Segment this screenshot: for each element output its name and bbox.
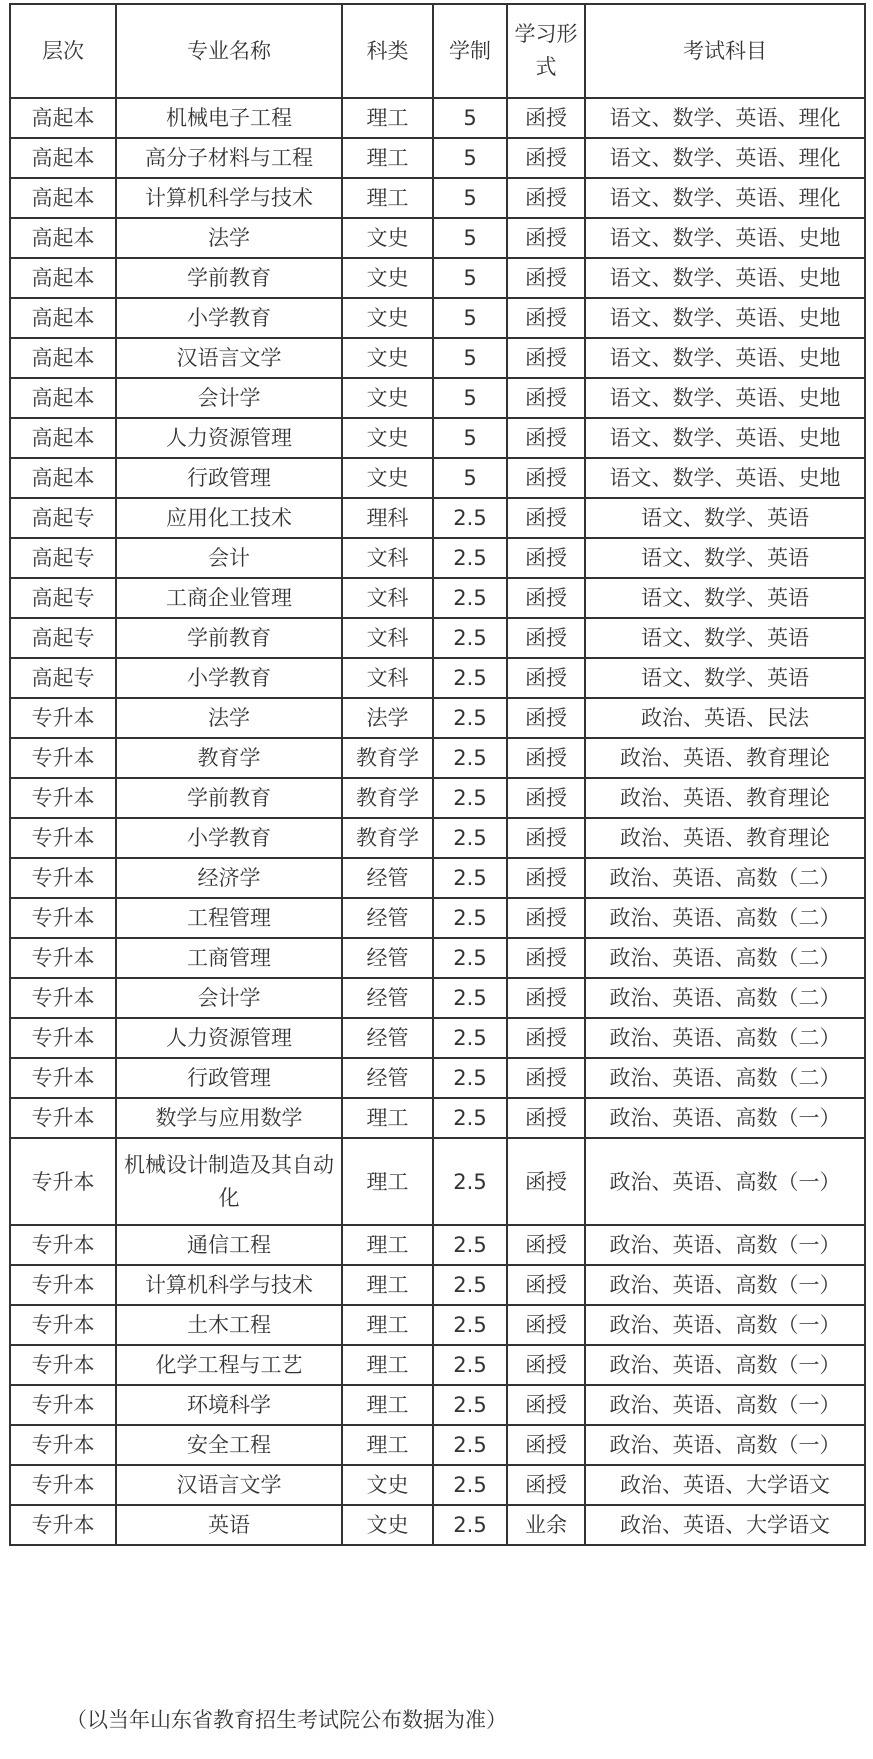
cell-exam-subjects: 政治、英语、高数（二）	[585, 938, 865, 978]
cell-major-name: 通信工程	[116, 1225, 342, 1265]
cell-level: 专升本	[10, 978, 116, 1018]
cell-category: 文史	[342, 1465, 433, 1505]
table-row	[10, 618, 865, 658]
table-row	[10, 418, 865, 458]
cell-exam-subjects: 语文、数学、英语、理化	[585, 138, 865, 178]
table-body	[10, 98, 865, 1545]
cell-category: 文科	[342, 538, 433, 578]
table-row	[10, 1265, 865, 1305]
cell-study-mode: 函授	[507, 738, 585, 778]
cell-exam-subjects: 语文、数学、英语	[585, 658, 865, 698]
table-row	[10, 1098, 865, 1138]
cell-major-name: 土木工程	[116, 1305, 342, 1345]
cell-exam-subjects: 政治、英语、高数（一）	[585, 1385, 865, 1425]
cell-major-name: 环境科学	[116, 1385, 342, 1425]
cell-category: 文史	[342, 458, 433, 498]
cell-study-mode: 函授	[507, 138, 585, 178]
cell-level: 高起专	[10, 538, 116, 578]
cell-duration: 2.5	[433, 1098, 507, 1138]
cell-category: 文史	[342, 378, 433, 418]
cell-study-mode: 函授	[507, 1138, 585, 1225]
cell-study-mode: 函授	[507, 98, 585, 138]
cell-category: 教育学	[342, 818, 433, 858]
cell-duration: 2.5	[433, 1058, 507, 1098]
cell-major-name: 小学教育	[116, 298, 342, 338]
cell-study-mode: 函授	[507, 1018, 585, 1058]
cell-level: 专升本	[10, 898, 116, 938]
cell-duration: 2.5	[433, 858, 507, 898]
cell-exam-subjects: 语文、数学、英语	[585, 498, 865, 538]
cell-category: 经管	[342, 1018, 433, 1058]
cell-category: 文史	[342, 218, 433, 258]
cell-major-name: 学前教育	[116, 778, 342, 818]
cell-major-name: 计算机科学与技术	[116, 1265, 342, 1305]
header-row	[10, 4, 865, 98]
cell-level: 专升本	[10, 1385, 116, 1425]
cell-major-name: 会计学	[116, 378, 342, 418]
cell-duration: 2.5	[433, 498, 507, 538]
cell-category: 文科	[342, 618, 433, 658]
cell-exam-subjects: 政治、英语、高数（二）	[585, 1018, 865, 1058]
cell-level: 高起专	[10, 618, 116, 658]
cell-major-name: 会计学	[116, 978, 342, 1018]
cell-level: 高起专	[10, 498, 116, 538]
cell-duration: 5	[433, 458, 507, 498]
cell-duration: 2.5	[433, 1505, 507, 1545]
cell-level: 专升本	[10, 698, 116, 738]
cell-category: 法学	[342, 698, 433, 738]
cell-exam-subjects: 语文、数学、英语、史地	[585, 218, 865, 258]
cell-study-mode: 函授	[507, 1265, 585, 1305]
cell-exam-subjects: 政治、英语、高数（二）	[585, 898, 865, 938]
cell-exam-subjects: 语文、数学、英语、史地	[585, 298, 865, 338]
cell-category: 理工	[342, 1225, 433, 1265]
cell-category: 理工	[342, 1425, 433, 1465]
table-row	[10, 578, 865, 618]
cell-category: 文史	[342, 1505, 433, 1545]
table-row	[10, 258, 865, 298]
cell-study-mode: 函授	[507, 1305, 585, 1345]
cell-exam-subjects: 政治、英语、高数（一）	[585, 1138, 865, 1225]
cell-exam-subjects: 政治、英语、高数（一）	[585, 1265, 865, 1305]
cell-duration: 2.5	[433, 578, 507, 618]
cell-category: 理工	[342, 1098, 433, 1138]
cell-study-mode: 函授	[507, 578, 585, 618]
table-row	[10, 298, 865, 338]
cell-major-name: 会计	[116, 538, 342, 578]
cell-category: 文科	[342, 658, 433, 698]
cell-exam-subjects: 政治、英语、教育理论	[585, 778, 865, 818]
table-row	[10, 538, 865, 578]
cell-duration: 5	[433, 378, 507, 418]
cell-study-mode: 函授	[507, 1098, 585, 1138]
cell-level: 高起专	[10, 578, 116, 618]
cell-study-mode: 函授	[507, 338, 585, 378]
cell-exam-subjects: 语文、数学、英语、史地	[585, 458, 865, 498]
cell-study-mode: 函授	[507, 1425, 585, 1465]
cell-major-name: 工程管理	[116, 898, 342, 938]
cell-category: 文史	[342, 298, 433, 338]
cell-study-mode: 函授	[507, 538, 585, 578]
table-row	[10, 178, 865, 218]
cell-major-name: 教育学	[116, 738, 342, 778]
cell-study-mode: 函授	[507, 218, 585, 258]
cell-category: 经管	[342, 858, 433, 898]
cell-category: 理工	[342, 98, 433, 138]
cell-major-name: 小学教育	[116, 818, 342, 858]
cell-study-mode: 函授	[507, 1465, 585, 1505]
cell-duration: 2.5	[433, 898, 507, 938]
cell-exam-subjects: 政治、英语、高数（二）	[585, 1058, 865, 1098]
cell-major-name: 人力资源管理	[116, 1018, 342, 1058]
header-level: 层次	[10, 4, 116, 98]
cell-exam-subjects: 语文、数学、英语、史地	[585, 418, 865, 458]
cell-category: 理工	[342, 138, 433, 178]
cell-duration: 5	[433, 218, 507, 258]
table-row	[10, 1018, 865, 1058]
cell-exam-subjects: 语文、数学、英语	[585, 578, 865, 618]
table-row	[10, 658, 865, 698]
cell-category: 理工	[342, 1345, 433, 1385]
cell-category: 理科	[342, 498, 433, 538]
cell-category: 经管	[342, 898, 433, 938]
cell-study-mode: 函授	[507, 698, 585, 738]
cell-duration: 2.5	[433, 1305, 507, 1345]
cell-level: 高起专	[10, 658, 116, 698]
cell-major-name: 机械电子工程	[116, 98, 342, 138]
table-row	[10, 378, 865, 418]
cell-category: 文史	[342, 418, 433, 458]
footnote: （以当年山东省教育招生考试院公布数据为准）	[66, 1708, 507, 1732]
cell-level: 专升本	[10, 1225, 116, 1265]
cell-exam-subjects: 政治、英语、高数（一）	[585, 1345, 865, 1385]
cell-category: 教育学	[342, 738, 433, 778]
cell-exam-subjects: 语文、数学、英语、史地	[585, 338, 865, 378]
cell-study-mode: 函授	[507, 498, 585, 538]
cell-major-name: 行政管理	[116, 458, 342, 498]
cell-major-name: 小学教育	[116, 658, 342, 698]
cell-study-mode: 函授	[507, 778, 585, 818]
cell-category: 教育学	[342, 778, 433, 818]
cell-level: 专升本	[10, 1018, 116, 1058]
cell-duration: 2.5	[433, 1138, 507, 1225]
cell-study-mode: 函授	[507, 938, 585, 978]
cell-study-mode: 函授	[507, 178, 585, 218]
cell-major-name: 工商企业管理	[116, 578, 342, 618]
major-table	[9, 3, 866, 1546]
cell-duration: 2.5	[433, 978, 507, 1018]
cell-level: 专升本	[10, 1425, 116, 1465]
cell-exam-subjects: 政治、英语、高数（一）	[585, 1305, 865, 1345]
cell-category: 经管	[342, 938, 433, 978]
table-row	[10, 698, 865, 738]
cell-level: 高起本	[10, 418, 116, 458]
table-row	[10, 1225, 865, 1265]
cell-study-mode: 函授	[507, 378, 585, 418]
cell-duration: 2.5	[433, 1265, 507, 1305]
cell-duration: 2.5	[433, 698, 507, 738]
cell-category: 理工	[342, 178, 433, 218]
cell-category: 理工	[342, 1138, 433, 1225]
cell-study-mode: 函授	[507, 1345, 585, 1385]
cell-duration: 2.5	[433, 1385, 507, 1425]
cell-study-mode: 函授	[507, 978, 585, 1018]
cell-duration: 2.5	[433, 738, 507, 778]
cell-level: 专升本	[10, 858, 116, 898]
cell-level: 高起本	[10, 258, 116, 298]
table-row	[10, 778, 865, 818]
cell-study-mode: 函授	[507, 418, 585, 458]
cell-duration: 5	[433, 298, 507, 338]
cell-duration: 5	[433, 98, 507, 138]
cell-major-name: 工商管理	[116, 938, 342, 978]
cell-level: 专升本	[10, 818, 116, 858]
cell-exam-subjects: 语文、数学、英语、理化	[585, 98, 865, 138]
table-row	[10, 938, 865, 978]
cell-category: 理工	[342, 1305, 433, 1345]
cell-major-name: 法学	[116, 698, 342, 738]
header-category: 科类	[342, 4, 433, 98]
table-row	[10, 218, 865, 258]
table-row	[10, 818, 865, 858]
table-row	[10, 738, 865, 778]
cell-major-name: 学前教育	[116, 618, 342, 658]
cell-study-mode: 函授	[507, 458, 585, 498]
table-row	[10, 1425, 865, 1465]
cell-study-mode: 函授	[507, 1225, 585, 1265]
cell-duration: 2.5	[433, 1465, 507, 1505]
table-row	[10, 1345, 865, 1385]
table-row	[10, 1465, 865, 1505]
cell-exam-subjects: 语文、数学、英语	[585, 538, 865, 578]
cell-exam-subjects: 语文、数学、英语	[585, 618, 865, 658]
table-row	[10, 138, 865, 178]
header-major-name: 专业名称	[116, 4, 342, 98]
cell-level: 专升本	[10, 1138, 116, 1225]
cell-level: 专升本	[10, 1465, 116, 1505]
cell-study-mode: 函授	[507, 1058, 585, 1098]
cell-category: 理工	[342, 1265, 433, 1305]
cell-duration: 5	[433, 258, 507, 298]
cell-major-name: 应用化工技术	[116, 498, 342, 538]
cell-exam-subjects: 政治、英语、高数（一）	[585, 1225, 865, 1265]
cell-major-name: 学前教育	[116, 258, 342, 298]
cell-category: 经管	[342, 978, 433, 1018]
cell-duration: 2.5	[433, 1018, 507, 1058]
cell-level: 高起本	[10, 378, 116, 418]
cell-duration: 5	[433, 418, 507, 458]
cell-duration: 2.5	[433, 818, 507, 858]
table-row	[10, 1385, 865, 1425]
cell-major-name: 行政管理	[116, 1058, 342, 1098]
table-row	[10, 1305, 865, 1345]
table-row	[10, 1058, 865, 1098]
table-row	[10, 858, 865, 898]
cell-duration: 5	[433, 338, 507, 378]
cell-duration: 5	[433, 138, 507, 178]
cell-exam-subjects: 政治、英语、高数（二）	[585, 978, 865, 1018]
cell-duration: 2.5	[433, 778, 507, 818]
cell-category: 理工	[342, 1385, 433, 1425]
cell-major-name: 汉语言文学	[116, 338, 342, 378]
cell-study-mode: 函授	[507, 818, 585, 858]
cell-study-mode: 业余	[507, 1505, 585, 1545]
cell-level: 高起本	[10, 98, 116, 138]
cell-category: 文史	[342, 338, 433, 378]
cell-level: 专升本	[10, 1345, 116, 1385]
cell-level: 高起本	[10, 338, 116, 378]
cell-study-mode: 函授	[507, 618, 585, 658]
table-row	[10, 458, 865, 498]
cell-duration: 2.5	[433, 658, 507, 698]
table-row	[10, 898, 865, 938]
cell-study-mode: 函授	[507, 658, 585, 698]
cell-major-name: 汉语言文学	[116, 1465, 342, 1505]
cell-level: 专升本	[10, 938, 116, 978]
cell-duration: 2.5	[433, 1425, 507, 1465]
cell-major-name: 安全工程	[116, 1425, 342, 1465]
cell-study-mode: 函授	[507, 898, 585, 938]
cell-level: 高起本	[10, 218, 116, 258]
table-row	[10, 978, 865, 1018]
cell-exam-subjects: 语文、数学、英语、理化	[585, 178, 865, 218]
cell-exam-subjects: 政治、英语、教育理论	[585, 818, 865, 858]
cell-exam-subjects: 政治、英语、高数（二）	[585, 858, 865, 898]
cell-major-name: 机械设计制造及其自动化	[116, 1138, 342, 1225]
cell-major-name: 化学工程与工艺	[116, 1345, 342, 1385]
cell-duration: 5	[433, 178, 507, 218]
cell-duration: 2.5	[433, 1345, 507, 1385]
cell-exam-subjects: 政治、英语、高数（一）	[585, 1425, 865, 1465]
cell-study-mode: 函授	[507, 298, 585, 338]
table-row	[10, 498, 865, 538]
cell-study-mode: 函授	[507, 258, 585, 298]
cell-exam-subjects: 政治、英语、民法	[585, 698, 865, 738]
cell-level: 专升本	[10, 1058, 116, 1098]
cell-major-name: 数学与应用数学	[116, 1098, 342, 1138]
cell-exam-subjects: 政治、英语、大学语文	[585, 1505, 865, 1545]
cell-level: 高起本	[10, 298, 116, 338]
table-row	[10, 1138, 865, 1225]
cell-level: 高起本	[10, 138, 116, 178]
header-study-mode: 学习形式	[507, 4, 585, 98]
table-row	[10, 338, 865, 378]
cell-category: 经管	[342, 1058, 433, 1098]
cell-duration: 2.5	[433, 1225, 507, 1265]
table-row	[10, 98, 865, 138]
cell-major-name: 高分子材料与工程	[116, 138, 342, 178]
cell-major-name: 计算机科学与技术	[116, 178, 342, 218]
cell-duration: 2.5	[433, 938, 507, 978]
cell-level: 专升本	[10, 1305, 116, 1345]
cell-study-mode: 函授	[507, 858, 585, 898]
cell-exam-subjects: 语文、数学、英语、史地	[585, 378, 865, 418]
cell-level: 专升本	[10, 1098, 116, 1138]
cell-level: 高起本	[10, 178, 116, 218]
cell-exam-subjects: 政治、英语、大学语文	[585, 1465, 865, 1505]
cell-category: 文史	[342, 258, 433, 298]
cell-category: 文科	[342, 578, 433, 618]
cell-exam-subjects: 语文、数学、英语、史地	[585, 258, 865, 298]
table-row	[10, 1505, 865, 1545]
cell-major-name: 人力资源管理	[116, 418, 342, 458]
cell-level: 专升本	[10, 738, 116, 778]
cell-major-name: 法学	[116, 218, 342, 258]
table-header	[10, 4, 865, 98]
cell-exam-subjects: 政治、英语、教育理论	[585, 738, 865, 778]
cell-duration: 2.5	[433, 538, 507, 578]
cell-level: 专升本	[10, 1265, 116, 1305]
cell-major-name: 经济学	[116, 858, 342, 898]
cell-level: 高起本	[10, 458, 116, 498]
header-exam-subjects: 考试科目	[585, 4, 865, 98]
cell-duration: 2.5	[433, 618, 507, 658]
cell-exam-subjects: 政治、英语、高数（一）	[585, 1098, 865, 1138]
cell-level: 专升本	[10, 778, 116, 818]
cell-study-mode: 函授	[507, 1385, 585, 1425]
cell-level: 专升本	[10, 1505, 116, 1545]
header-duration: 学制	[433, 4, 507, 98]
cell-major-name: 英语	[116, 1505, 342, 1545]
